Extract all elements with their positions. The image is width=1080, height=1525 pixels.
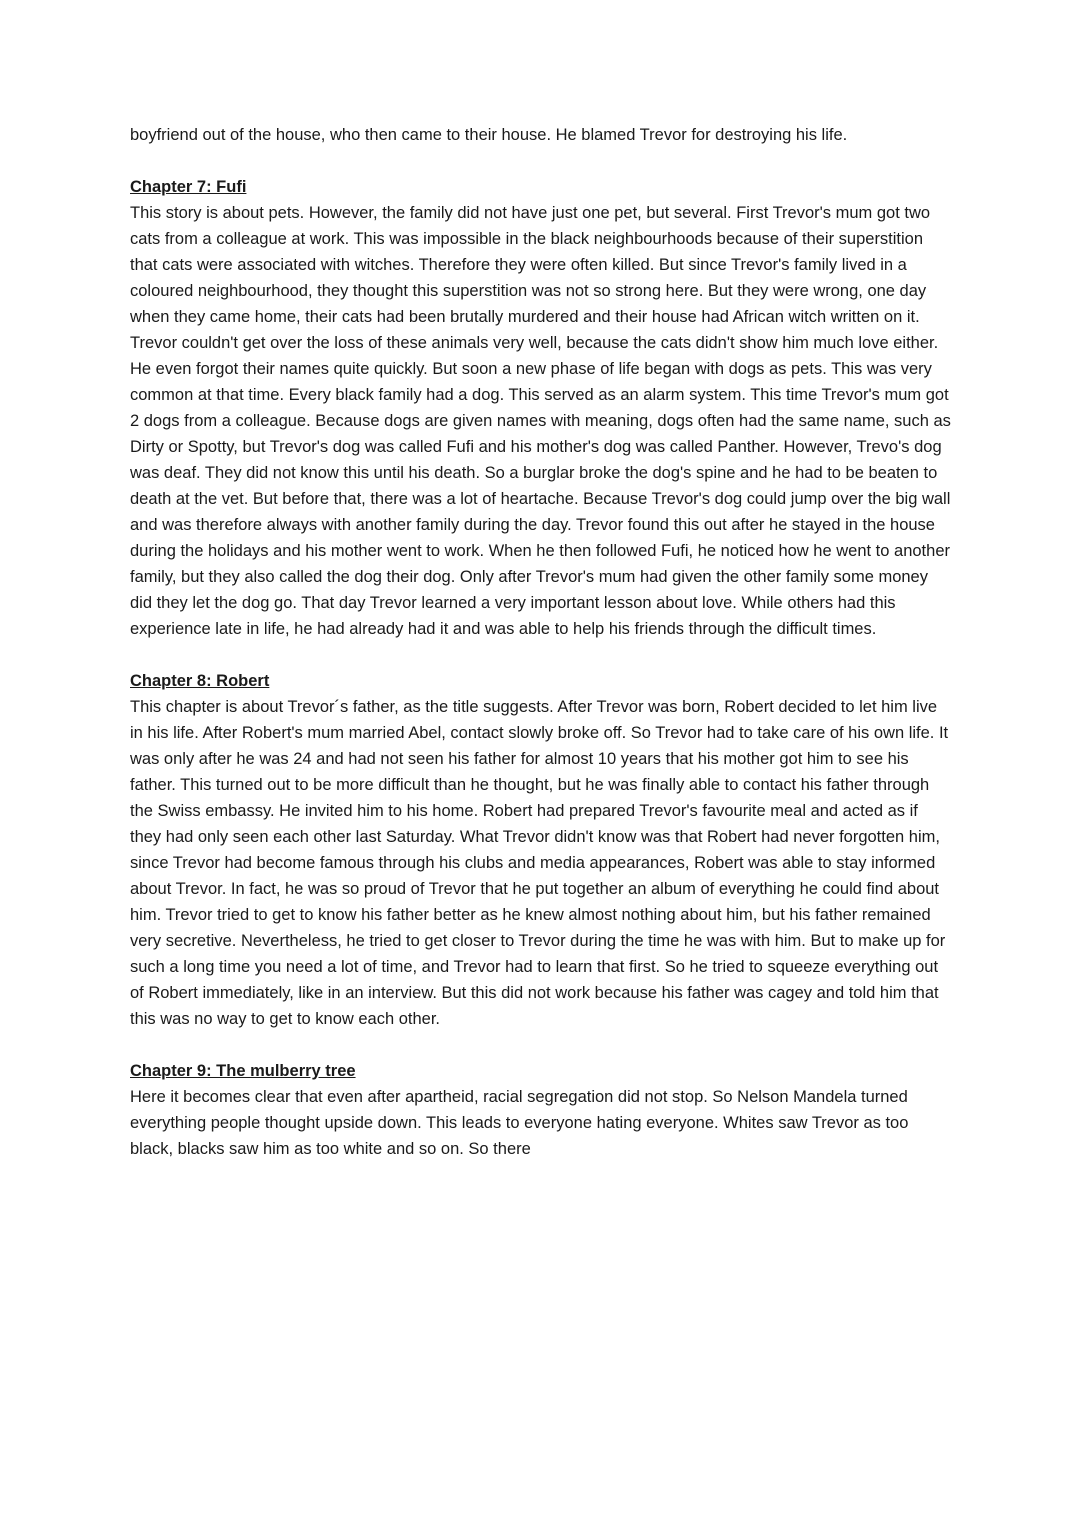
document-content — [130, 122, 956, 1162]
chapter-8-body: This chapter is about Trevor´s father, as the title suggests. After Trevor was born, Robert decided to let him live in his life. After Robert's mum married Abel, contact slowly broke off. So Trevor had to take care of his own life. It was only after he was 24 and had not seen his father for almost 10 years that his mother got him to see his father. This turned out to be more difficult than he thought, but he was finally able to contact his father through the Swiss embassy. He invited him to his home. Robert had prepared Trevor's favourite meal and acted as if they had only seen each other last Saturday. What Trevor didn't know was that Robert had never forgotten him, since Trevor had become famous through his clubs and media appearances, Robert was able to stay informed about Trevor. In fact, he was so proud of Trevor that he put together an album of everything he could find about him. Trevor tried to get to know his father better as he knew almost nothing about him, but his father remained very secretive. Nevertheless, he tried to get closer to Trevor during the time he was with him. But to make up for such a long time you need a lot of time, and Trevor had to learn that first. So he tried to squeeze everything out of Robert immediately, like in an interview. But this did not work because his father was cagey and told him that this was no way to get to know each other. — [130, 698, 953, 1028]
chapter-7-body: This story is about pets. However, the family did not have just one pet, but several. First Trevor's mum got two cats from a colleague at work. This was impossible in the black neighbourhoods because of their superstition that cats were associated with witches. Therefore they were often killed. But since Trevor's family lived in a coloured neighbourhood, they thought this superstition was not so strong here. But they were wrong, one day when they came home, their cats had been brutally murdered and their house had African witch written on it. Trevor couldn't get over the loss of these animals very well, because the cats didn't show him much love either. He even forgot their names quite quickly. But soon a new phase of life began with dogs as pets. This was very common at that time. Every black family had a dog. This served as an alarm system. This time Trevor's mum got 2 dogs from a colleague. Because dogs are given names with meaning, dogs often had the same name, such as Dirty or Spotty, but Trevor's dog was called Fufi and his mother's dog was called Panther. However, Trevo's dog was deaf. They did not know this until his death. So a burglar broke the dog's spine and he had to be beaten to death at the vet. But before that, there was a lot of heartache. Because Trevor's dog could jump over the big wall and was therefore always with another family during the day. Trevor found this out after he stayed in the house during the holidays and his mother went to work. When he then followed Fufi, he noticed how he went to another family, but they also called the dog their dog. Only after Trevor's mum had given the other family some money did they let the dog go. That day Trevor learned a very important lesson about love. While others had this experience late in life, he had already had it and was able to help his friends through the difficult times. — [130, 204, 956, 638]
chapter-9-body: Here it becomes clear that even after apartheid, racial segregation did not stop. So Nelson Mandela turned everything people thought upside down. This leads to everyone hating everyone. Whites saw Trevor as too black, blacks saw him as too white and so on. So there — [130, 1088, 914, 1158]
chapter-8-heading: Chapter 8: Robert — [130, 672, 270, 690]
paragraph-continuation: boyfriend out of the house, who then came to their house. He blamed Trevor for destroying his life. — [130, 126, 848, 144]
chapter-7-heading: Chapter 7: Fufi — [130, 178, 247, 196]
chapter-9-heading: Chapter 9: The mulberry tree — [130, 1062, 356, 1080]
